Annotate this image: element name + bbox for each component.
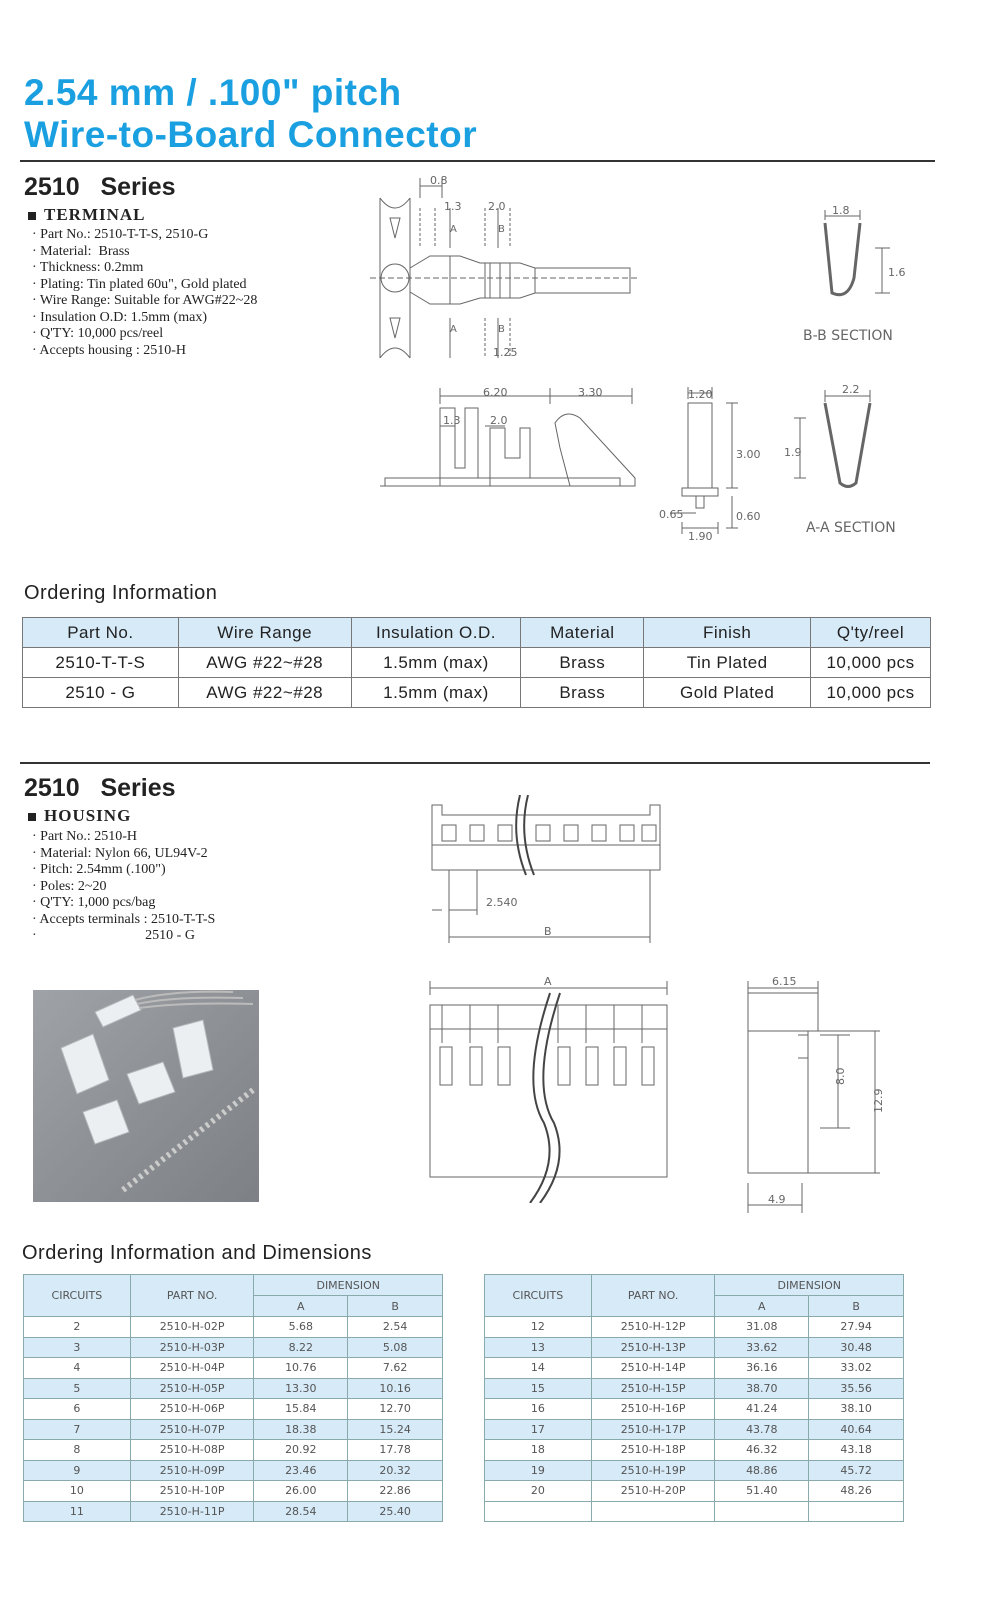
- bullet-square-icon: [28, 813, 36, 821]
- table-cell: 18: [485, 1440, 592, 1461]
- table-cell: 5: [24, 1378, 131, 1399]
- spec-item: · Q'TY: 10,000 pcs/reel: [32, 326, 257, 343]
- table-cell: 38.70: [715, 1378, 809, 1399]
- product-photo: [33, 990, 259, 1202]
- section-marker-b: B: [498, 324, 505, 335]
- table-cell: 2510-H-08P: [130, 1440, 254, 1461]
- bb-section-label: B-B SECTION: [803, 328, 893, 344]
- column-header-circuits: CIRCUITS: [485, 1275, 592, 1317]
- table-cell: 20.92: [254, 1440, 348, 1461]
- dim-label: 4.9: [768, 1193, 786, 1206]
- table-cell: 4: [24, 1358, 131, 1379]
- table-cell: 48.86: [715, 1460, 809, 1481]
- column-header: Material: [521, 618, 644, 648]
- table-cell: 12: [485, 1317, 592, 1338]
- table-cell: [485, 1501, 592, 1522]
- dimensions-table-right: [484, 1274, 904, 1522]
- housing-top-drawing: [420, 795, 670, 950]
- table-row: [24, 1378, 443, 1399]
- table-cell: 2510-H-07P: [130, 1419, 254, 1440]
- table-row: [485, 1419, 904, 1440]
- dim-a-label: A: [544, 975, 552, 988]
- dim-b-label: B: [544, 925, 552, 938]
- table-cell: 17.78: [348, 1440, 443, 1461]
- section-marker-b: B: [498, 224, 505, 235]
- dim-label: 3.30: [578, 386, 603, 399]
- table-cell: 2510-H-03P: [130, 1337, 254, 1358]
- table-cell: 35.56: [809, 1378, 904, 1399]
- dim-label: 1.25: [493, 346, 518, 359]
- table-row: [485, 1460, 904, 1481]
- column-header-part: PART NO.: [591, 1275, 715, 1317]
- table-cell: 22.86: [348, 1481, 443, 1502]
- spec-item: · Q'TY: 1,000 pcs/bag: [32, 895, 215, 912]
- section-marker-a: A: [450, 224, 457, 235]
- table-row: [24, 1501, 443, 1522]
- column-header: Insulation O.D.: [351, 618, 521, 648]
- spec-item: · Accepts terminals : 2510-T-T-S: [32, 912, 215, 929]
- table-cell: 2510-H-19P: [591, 1460, 715, 1481]
- table-cell: 2: [24, 1317, 131, 1338]
- table-cell: 15: [485, 1378, 592, 1399]
- column-header-a: A: [715, 1296, 809, 1317]
- table-cell: 2510-H-12P: [591, 1317, 715, 1338]
- table-cell: 31.08: [715, 1317, 809, 1338]
- table-cell: AWG #22~#28: [178, 678, 351, 708]
- table-cell: 2510-H-18P: [591, 1440, 715, 1461]
- dim-label: 0.65: [659, 508, 684, 521]
- spec-item: · Thickness: 0.2mm: [32, 260, 257, 277]
- dim-label: 2.0: [488, 200, 506, 213]
- dim-label: 8.0: [834, 1067, 847, 1085]
- page-title-line2: Wire-to-Board Connector: [24, 114, 478, 155]
- dim-label: 1.3: [443, 414, 461, 427]
- dim-label: 2.2: [842, 383, 860, 396]
- table-cell: 33.62: [715, 1337, 809, 1358]
- housing-side-drawing: [740, 973, 900, 1218]
- table-cell: 9: [24, 1460, 131, 1481]
- spec-item: · Material: Brass: [32, 244, 257, 261]
- table-cell: 23.46: [254, 1460, 348, 1481]
- dim-label: 0.60: [736, 510, 761, 523]
- table-row: [23, 678, 931, 708]
- column-header-dimension: DIMENSION: [715, 1275, 904, 1296]
- table-cell: 20.32: [348, 1460, 443, 1481]
- column-header-circuits: CIRCUITS: [24, 1275, 131, 1317]
- page-title-line1: 2.54 mm / .100" pitch: [24, 72, 402, 113]
- column-header: Part No.: [23, 618, 179, 648]
- table-cell: 10: [24, 1481, 131, 1502]
- terminal-series-title: 2510 Series: [24, 173, 176, 201]
- table-cell: 2510-H-14P: [591, 1358, 715, 1379]
- table-cell: 7: [24, 1419, 131, 1440]
- spec-item: · Wire Range: Suitable for AWG#22~28: [32, 293, 257, 310]
- table-cell: 43.78: [715, 1419, 809, 1440]
- section-marker-a: A: [450, 324, 457, 335]
- table-cell: 40.64: [809, 1419, 904, 1440]
- column-header: Q'ty/reel: [811, 618, 931, 648]
- table-cell: 30.48: [809, 1337, 904, 1358]
- table-cell: 2510-H-09P: [130, 1460, 254, 1481]
- dim-label: 2.0: [490, 414, 508, 427]
- table-cell: 2510-H-20P: [591, 1481, 715, 1502]
- table-cell: 13.30: [254, 1378, 348, 1399]
- terminal-drawing: [370, 168, 950, 558]
- column-header: Finish: [644, 618, 811, 648]
- table-cell: 27.94: [809, 1317, 904, 1338]
- column-header-b: B: [809, 1296, 904, 1317]
- table-cell: [715, 1501, 809, 1522]
- spec-item: · Pitch: 2.54mm (.100"): [32, 862, 215, 879]
- dim-label: 12.9: [872, 1088, 885, 1113]
- table-cell: 36.16: [715, 1358, 809, 1379]
- table-cell: 5.68: [254, 1317, 348, 1338]
- table-cell: Tin Plated: [644, 648, 811, 678]
- table-cell: 18.38: [254, 1419, 348, 1440]
- column-header-part: PART NO.: [130, 1275, 254, 1317]
- table-cell: 2510-H-17P: [591, 1419, 715, 1440]
- table-cell: 2.54: [348, 1317, 443, 1338]
- housing-heading: [28, 806, 131, 826]
- table-cell: 20: [485, 1481, 592, 1502]
- table-cell: 10,000 pcs: [811, 648, 931, 678]
- table-cell: 2510-H-11P: [130, 1501, 254, 1522]
- table-cell: 25.40: [348, 1501, 443, 1522]
- table-cell: 2510-T-T-S: [23, 648, 179, 678]
- table-cell: [591, 1501, 715, 1522]
- table-cell: 10,000 pcs: [811, 678, 931, 708]
- dim-label: 0.8: [430, 174, 448, 187]
- table-cell: 43.18: [809, 1440, 904, 1461]
- table-cell: 1.5mm (max): [351, 648, 521, 678]
- table-cell: 7.62: [348, 1358, 443, 1379]
- table-cell: 10.76: [254, 1358, 348, 1379]
- table-cell: 15.24: [348, 1419, 443, 1440]
- spec-item: · Part No.: 2510-H: [32, 829, 215, 846]
- table-cell: 2510-H-10P: [130, 1481, 254, 1502]
- aa-section-label: A-A SECTION: [806, 520, 896, 536]
- table-row: [485, 1317, 904, 1338]
- column-header-dimension: DIMENSION: [254, 1275, 443, 1296]
- housing-series-title: 2510 Series: [24, 774, 176, 802]
- dim-label: 1.8: [832, 204, 850, 217]
- table-row: [485, 1358, 904, 1379]
- table-cell: 6: [24, 1399, 131, 1420]
- dim-label: 6.20: [483, 386, 508, 399]
- table-cell: 15.84: [254, 1399, 348, 1420]
- dim-label: 1.20: [688, 388, 713, 401]
- column-header-b: B: [348, 1296, 443, 1317]
- table-cell: 11: [24, 1501, 131, 1522]
- ordering-title: Ordering Information: [24, 582, 218, 604]
- table-cell: 26.00: [254, 1481, 348, 1502]
- table-row: [485, 1378, 904, 1399]
- column-header-a: A: [254, 1296, 348, 1317]
- table-cell: 1.5mm (max): [351, 678, 521, 708]
- table-cell: 8: [24, 1440, 131, 1461]
- table-cell: AWG #22~#28: [178, 648, 351, 678]
- spec-item: · Plating: Tin plated 60u", Gold plated: [32, 277, 257, 294]
- housing-front-drawing: [420, 973, 680, 1203]
- table-cell: 38.10: [809, 1399, 904, 1420]
- table-row: [24, 1460, 443, 1481]
- table-cell: Brass: [521, 678, 644, 708]
- table-row: [485, 1440, 904, 1461]
- table-cell: [809, 1501, 904, 1522]
- table-cell: 2510-H-13P: [591, 1337, 715, 1358]
- section-divider: [20, 762, 930, 764]
- table-row: [24, 1481, 443, 1502]
- table-cell: 10.16: [348, 1378, 443, 1399]
- table-cell: 17: [485, 1419, 592, 1440]
- table-cell: 16: [485, 1399, 592, 1420]
- table-row: [24, 1358, 443, 1379]
- table-cell: 41.24: [715, 1399, 809, 1420]
- table-cell: 2510-H-02P: [130, 1317, 254, 1338]
- table-row: [485, 1501, 904, 1522]
- table-row: [24, 1440, 443, 1461]
- table-cell: 2510-H-05P: [130, 1378, 254, 1399]
- terminal-spec-list: [32, 227, 257, 359]
- table-cell: 8.22: [254, 1337, 348, 1358]
- table-cell: 46.32: [715, 1440, 809, 1461]
- dimensions-title: Ordering Information and Dimensions: [22, 1242, 372, 1264]
- header-divider: [20, 160, 935, 162]
- terminal-heading: [28, 205, 146, 225]
- table-row: [24, 1337, 443, 1358]
- dim-label: 6.15: [772, 975, 797, 988]
- pitch-label: 2.540: [486, 896, 518, 909]
- table-row: [24, 1419, 443, 1440]
- table-cell: Gold Plated: [644, 678, 811, 708]
- table-cell: 2510 - G: [23, 678, 179, 708]
- housing-spec-list: [32, 829, 215, 945]
- spec-item: · 2510 - G: [32, 928, 215, 945]
- table-cell: 2510-H-16P: [591, 1399, 715, 1420]
- table-cell: 14: [485, 1358, 592, 1379]
- dim-label: 1.90: [688, 530, 713, 543]
- table-cell: 2510-H-15P: [591, 1378, 715, 1399]
- spec-item: · Poles: 2~20: [32, 879, 215, 896]
- table-cell: Brass: [521, 648, 644, 678]
- ordering-table: [22, 617, 931, 708]
- table-row: [23, 648, 931, 678]
- table-cell: 3: [24, 1337, 131, 1358]
- table-cell: 2510-H-06P: [130, 1399, 254, 1420]
- table-cell: 12.70: [348, 1399, 443, 1420]
- bullet-square-icon: [28, 212, 36, 220]
- table-row: [24, 1399, 443, 1420]
- spec-item: · Insulation O.D: 1.5mm (max): [32, 310, 257, 327]
- dim-label: 1.3: [444, 200, 462, 213]
- dim-label: 1.9: [784, 446, 802, 459]
- table-cell: 51.40: [715, 1481, 809, 1502]
- connector-photo-image: [33, 990, 259, 1202]
- table-cell: 13: [485, 1337, 592, 1358]
- table-cell: 45.72: [809, 1460, 904, 1481]
- spec-item: · Material: Nylon 66, UL94V-2: [32, 846, 215, 863]
- dim-label: 3.00: [736, 448, 761, 461]
- table-cell: 19: [485, 1460, 592, 1481]
- table-row: [24, 1317, 443, 1338]
- table-header-row: [23, 618, 931, 648]
- terminal-heading-text: TERMINAL: [44, 205, 146, 224]
- table-cell: 33.02: [809, 1358, 904, 1379]
- spec-item: · Accepts housing : 2510-H: [32, 343, 257, 360]
- dimensions-table-left: [23, 1274, 443, 1522]
- column-header: Wire Range: [178, 618, 351, 648]
- housing-heading-text: HOUSING: [44, 806, 132, 825]
- table-row: [485, 1399, 904, 1420]
- table-cell: 28.54: [254, 1501, 348, 1522]
- table-row: [485, 1481, 904, 1502]
- table-row: [485, 1337, 904, 1358]
- spec-item: · Part No.: 2510-T-T-S, 2510-G: [32, 227, 257, 244]
- dim-label: 1.6: [888, 266, 906, 279]
- table-cell: 2510-H-04P: [130, 1358, 254, 1379]
- table-cell: 48.26: [809, 1481, 904, 1502]
- table-cell: 5.08: [348, 1337, 443, 1358]
